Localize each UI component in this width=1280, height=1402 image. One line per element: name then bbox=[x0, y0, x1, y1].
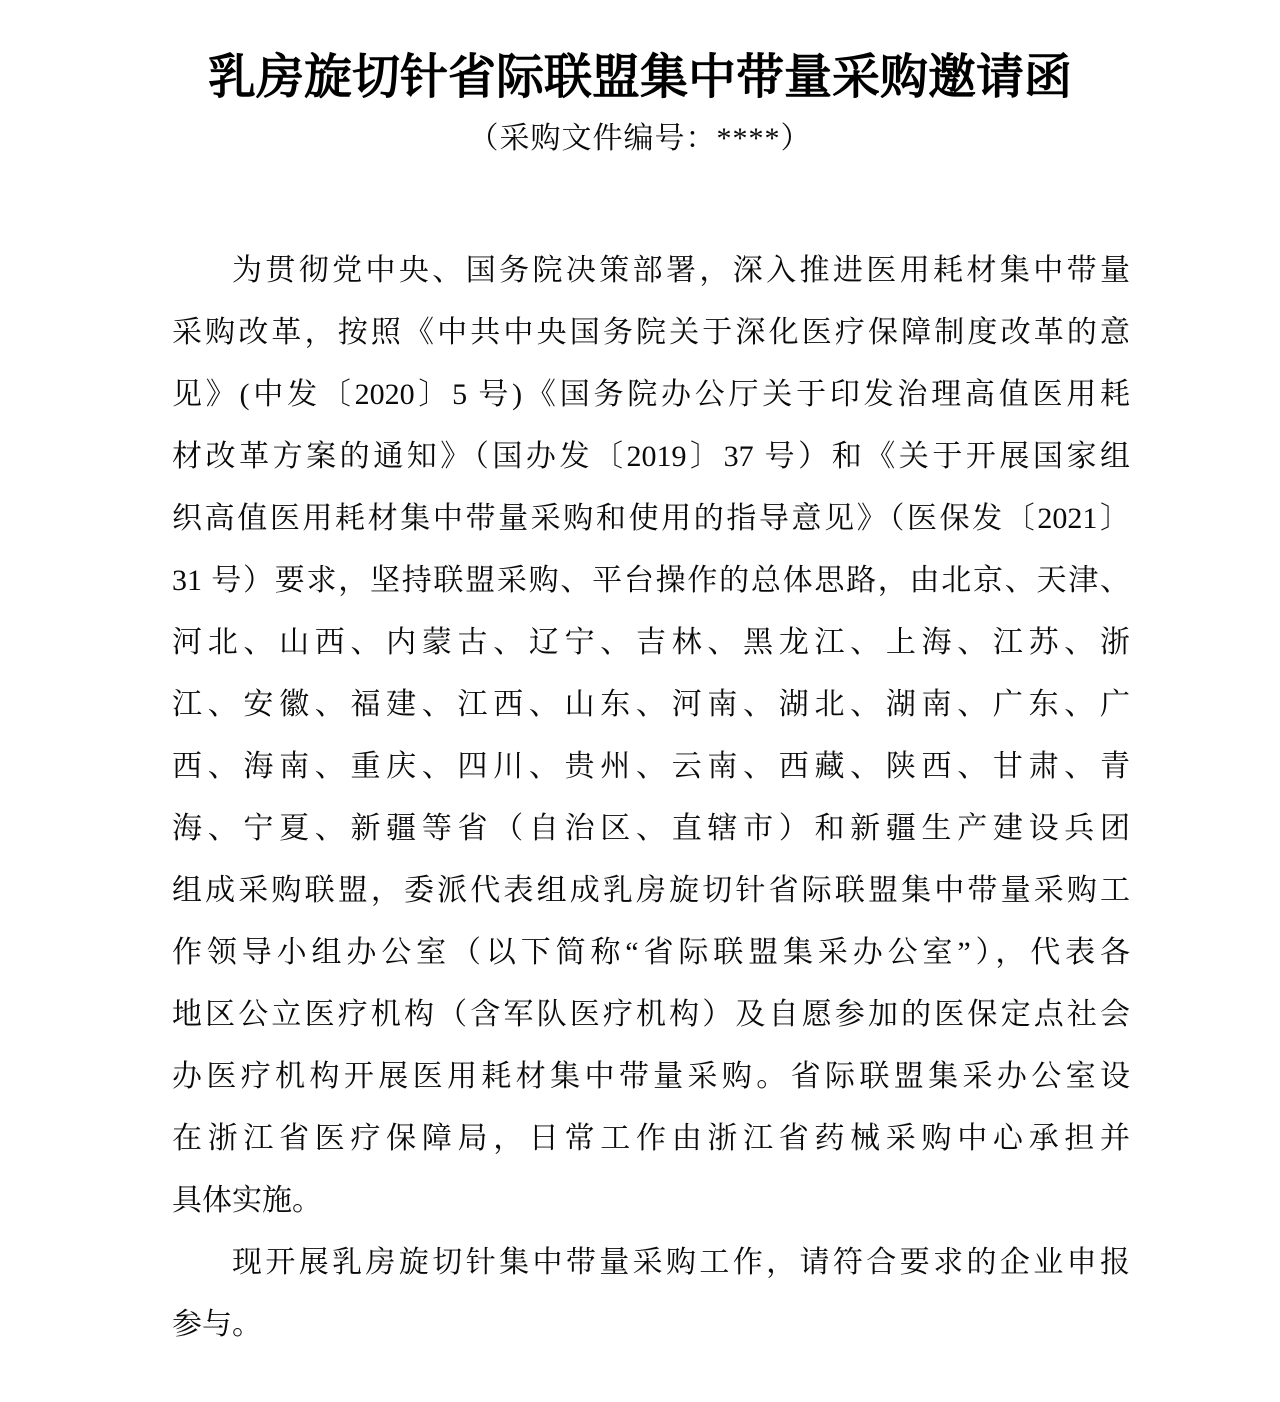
body-line: 作领导小组办公室（以下简称“省际联盟集采办公室”），代表各 bbox=[172, 936, 1130, 969]
body-line: 见》(中发〔2020〕5 号)《国务院办公厅关于印发治理高值医用耗 bbox=[172, 378, 1130, 411]
body-line: 采购改革，按照《中共中央国务院关于深化医疗保障制度改革的意 bbox=[172, 316, 1130, 349]
document-number: （采购文件编号：****） bbox=[468, 122, 812, 155]
document-title: 乳房旋切针省际联盟集中带量采购邀请函 bbox=[207, 51, 1072, 104]
body-line: 办医疗机构开展医用耗材集中带量采购。省际联盟集采办公室设 bbox=[172, 1060, 1130, 1093]
body-line: 在浙江省医疗保障局，日常工作由浙江省药械采购中心承担并 bbox=[172, 1122, 1130, 1155]
body-line: 具体实施。 bbox=[172, 1184, 322, 1217]
body-line: 参与。 bbox=[172, 1308, 262, 1341]
body-line: 河北、山西、内蒙古、辽宁、吉林、黑龙江、上海、江苏、浙 bbox=[172, 626, 1130, 659]
body-line: 材改革方案的通知》（国办发〔2019〕37 号）和《关于开展国家组 bbox=[172, 440, 1130, 473]
body-line: 现开展乳房旋切针集中带量采购工作，请符合要求的企业申报 bbox=[232, 1246, 1130, 1279]
body-line: 为贯彻党中央、国务院决策部署，深入推进医用耗材集中带量 bbox=[232, 254, 1130, 287]
body-line: 31 号）要求，坚持联盟采购、平台操作的总体思路，由北京、天津、 bbox=[172, 564, 1130, 597]
body-line: 组成采购联盟，委派代表组成乳房旋切针省际联盟集中带量采购工 bbox=[172, 874, 1130, 907]
document-body bbox=[172, 240, 1130, 1356]
body-line: 江、安徽、福建、江西、山东、河南、湖北、湖南、广东、广 bbox=[172, 688, 1130, 721]
body-line: 海、宁夏、新疆等省（自治区、直辖市）和新疆生产建设兵团 bbox=[172, 812, 1130, 845]
body-line: 西、海南、重庆、四川、贵州、云南、西藏、陕西、甘肃、青 bbox=[172, 750, 1130, 783]
body-line: 地区公立医疗机构（含军队医疗机构）及自愿参加的医保定点社会 bbox=[172, 998, 1130, 1031]
body-line: 织高值医用耗材集中带量采购和使用的指导意见》（医保发〔2021〕 bbox=[172, 502, 1130, 535]
